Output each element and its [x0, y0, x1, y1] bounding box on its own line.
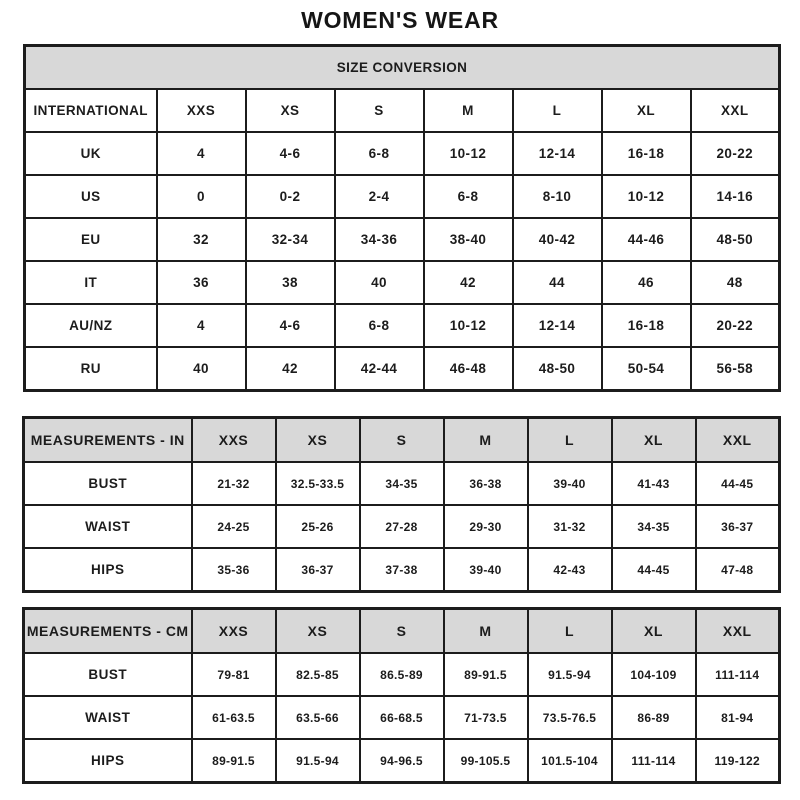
- table-row: [25, 261, 780, 304]
- table-title-cell: MEASUREMENTS - CM: [24, 609, 192, 654]
- value-cell: 42: [246, 347, 335, 391]
- value-cell: 86-89: [612, 696, 696, 739]
- table-row: [25, 218, 780, 261]
- size-header-cell: L: [513, 89, 602, 132]
- value-cell: 36-37: [696, 505, 780, 548]
- size-header-cell: M: [444, 418, 528, 463]
- size-header-cell: XS: [276, 418, 360, 463]
- table-title-cell: MEASUREMENTS - IN: [24, 418, 192, 463]
- value-cell: 10-12: [424, 132, 513, 175]
- size-header-cell: XL: [602, 89, 691, 132]
- table-row: [24, 462, 780, 505]
- table-row: [24, 505, 780, 548]
- row-label-cell: IT: [25, 261, 157, 304]
- value-cell: 48-50: [691, 218, 780, 261]
- value-cell: 111-114: [696, 653, 780, 696]
- value-cell: 91.5-94: [276, 739, 360, 783]
- size-header-cell: XXS: [192, 609, 276, 654]
- value-cell: 10-12: [602, 175, 691, 218]
- value-cell: 46-48: [424, 347, 513, 391]
- size-header-cell: XXS: [192, 418, 276, 463]
- value-cell: 4-6: [246, 304, 335, 347]
- value-cell: 40: [335, 261, 424, 304]
- page-title: WOMEN'S WEAR: [301, 7, 499, 33]
- value-cell: 4: [157, 132, 246, 175]
- value-cell: 94-96.5: [360, 739, 444, 783]
- value-cell: 35-36: [192, 548, 276, 592]
- value-cell: 41-43: [612, 462, 696, 505]
- value-cell: 104-109: [612, 653, 696, 696]
- row-label-cell: UK: [25, 132, 157, 175]
- value-cell: 66-68.5: [360, 696, 444, 739]
- value-cell: 38-40: [424, 218, 513, 261]
- row-label-cell: HIPS: [24, 739, 192, 783]
- value-cell: 86.5-89: [360, 653, 444, 696]
- row-label-cell: WAIST: [24, 505, 192, 548]
- table-row: [25, 347, 780, 391]
- value-cell: 63.5-66: [276, 696, 360, 739]
- table-banner-row: [25, 46, 780, 90]
- size-header-cell: S: [360, 609, 444, 654]
- size-header-cell: L: [528, 609, 612, 654]
- value-cell: 27-28: [360, 505, 444, 548]
- table-row: [24, 548, 780, 592]
- row-label-cell: HIPS: [24, 548, 192, 592]
- value-cell: 14-16: [691, 175, 780, 218]
- value-cell: 82.5-85: [276, 653, 360, 696]
- measurements-cm-table: [22, 607, 781, 784]
- value-cell: 48: [691, 261, 780, 304]
- header-row: [24, 418, 780, 463]
- value-cell: 6-8: [424, 175, 513, 218]
- size-header-cell: XS: [276, 609, 360, 654]
- row-label-cell: WAIST: [24, 696, 192, 739]
- value-cell: 46: [602, 261, 691, 304]
- table-title-cell: INTERNATIONAL: [25, 89, 157, 132]
- value-cell: 71-73.5: [444, 696, 528, 739]
- value-cell: 37-38: [360, 548, 444, 592]
- row-label-cell: RU: [25, 347, 157, 391]
- size-header-cell: XL: [612, 418, 696, 463]
- size-conversion-table: [23, 44, 781, 392]
- value-cell: 39-40: [528, 462, 612, 505]
- value-cell: 79-81: [192, 653, 276, 696]
- table-row: [25, 304, 780, 347]
- value-cell: 73.5-76.5: [528, 696, 612, 739]
- value-cell: 56-58: [691, 347, 780, 391]
- value-cell: 44-45: [696, 462, 780, 505]
- value-cell: 34-36: [335, 218, 424, 261]
- value-cell: 16-18: [602, 132, 691, 175]
- value-cell: 39-40: [444, 548, 528, 592]
- value-cell: 10-12: [424, 304, 513, 347]
- value-cell: 99-105.5: [444, 739, 528, 783]
- table-banner: SIZE CONVERSION: [25, 46, 780, 90]
- size-header-cell: XXL: [696, 609, 780, 654]
- value-cell: 38: [246, 261, 335, 304]
- value-cell: 119-122: [696, 739, 780, 783]
- table-row: [25, 132, 780, 175]
- size-header-cell: XXS: [157, 89, 246, 132]
- value-cell: 32.5-33.5: [276, 462, 360, 505]
- value-cell: 2-4: [335, 175, 424, 218]
- value-cell: 32-34: [246, 218, 335, 261]
- value-cell: 40-42: [513, 218, 602, 261]
- value-cell: 32: [157, 218, 246, 261]
- header-row: [24, 609, 780, 654]
- row-label-cell: BUST: [24, 653, 192, 696]
- row-label-cell: US: [25, 175, 157, 218]
- table-row: [24, 653, 780, 696]
- value-cell: 101.5-104: [528, 739, 612, 783]
- value-cell: 48-50: [513, 347, 602, 391]
- value-cell: 0-2: [246, 175, 335, 218]
- value-cell: 12-14: [513, 132, 602, 175]
- value-cell: 44-45: [612, 548, 696, 592]
- value-cell: 89-91.5: [192, 739, 276, 783]
- value-cell: 61-63.5: [192, 696, 276, 739]
- value-cell: 16-18: [602, 304, 691, 347]
- value-cell: 12-14: [513, 304, 602, 347]
- value-cell: 21-32: [192, 462, 276, 505]
- value-cell: 42-43: [528, 548, 612, 592]
- header-row: [25, 89, 780, 132]
- size-header-cell: M: [444, 609, 528, 654]
- value-cell: 34-35: [360, 462, 444, 505]
- value-cell: 111-114: [612, 739, 696, 783]
- value-cell: 89-91.5: [444, 653, 528, 696]
- value-cell: 36: [157, 261, 246, 304]
- row-label-cell: EU: [25, 218, 157, 261]
- size-header-cell: XS: [246, 89, 335, 132]
- table-row: [24, 696, 780, 739]
- value-cell: 0: [157, 175, 246, 218]
- size-header-cell: M: [424, 89, 513, 132]
- value-cell: 47-48: [696, 548, 780, 592]
- value-cell: 44: [513, 261, 602, 304]
- value-cell: 34-35: [612, 505, 696, 548]
- row-label-cell: BUST: [24, 462, 192, 505]
- size-header-cell: L: [528, 418, 612, 463]
- value-cell: 36-37: [276, 548, 360, 592]
- value-cell: 6-8: [335, 132, 424, 175]
- value-cell: 91.5-94: [528, 653, 612, 696]
- size-header-cell: XXL: [696, 418, 780, 463]
- value-cell: 40: [157, 347, 246, 391]
- table-row: [24, 739, 780, 783]
- size-header-cell: S: [335, 89, 424, 132]
- value-cell: 20-22: [691, 132, 780, 175]
- table-row: [25, 175, 780, 218]
- value-cell: 36-38: [444, 462, 528, 505]
- value-cell: 4-6: [246, 132, 335, 175]
- value-cell: 50-54: [602, 347, 691, 391]
- value-cell: 42: [424, 261, 513, 304]
- value-cell: 44-46: [602, 218, 691, 261]
- size-header-cell: XL: [612, 609, 696, 654]
- value-cell: 6-8: [335, 304, 424, 347]
- size-header-cell: XXL: [691, 89, 780, 132]
- value-cell: 20-22: [691, 304, 780, 347]
- value-cell: 42-44: [335, 347, 424, 391]
- value-cell: 4: [157, 304, 246, 347]
- value-cell: 81-94: [696, 696, 780, 739]
- row-label-cell: AU/NZ: [25, 304, 157, 347]
- size-header-cell: S: [360, 418, 444, 463]
- value-cell: 8-10: [513, 175, 602, 218]
- measurements-in-table: [22, 416, 781, 593]
- value-cell: 31-32: [528, 505, 612, 548]
- value-cell: 24-25: [192, 505, 276, 548]
- value-cell: 29-30: [444, 505, 528, 548]
- value-cell: 25-26: [276, 505, 360, 548]
